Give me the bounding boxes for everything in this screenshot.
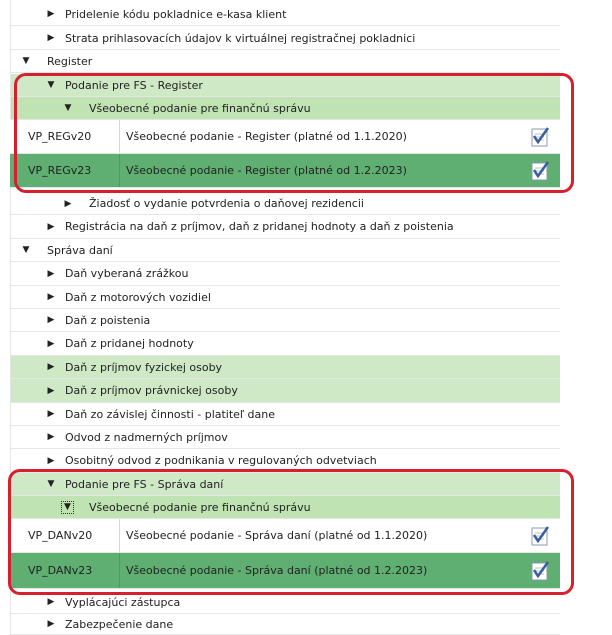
tree-node-label: Odvod z nadmerných príjmov (65, 430, 228, 444)
collapsed-arrow-icon[interactable]: ▶ (47, 338, 55, 349)
tree-node[interactable] (10, 27, 560, 50)
tree-node-label: Správa daní (47, 243, 113, 257)
tree-node[interactable] (10, 379, 560, 403)
tree-node[interactable] (10, 426, 560, 449)
form-row[interactable] (10, 519, 560, 553)
expanded-arrow-icon[interactable]: ▼ (47, 479, 55, 489)
tree-node-label: Daň z príjmov právnickej osoby (65, 384, 238, 397)
tree-node[interactable] (10, 3, 560, 26)
collapsed-arrow-icon[interactable]: ▶ (47, 292, 55, 302)
form-edit-icon[interactable] (520, 120, 560, 153)
tree-node-label: Register (47, 54, 93, 68)
tree-node-label: Daň zo závislej činnosti - platiteľ dane (65, 407, 276, 421)
collapsed-arrow-icon[interactable]: ▶ (47, 221, 55, 232)
tree-node-label: Daň z poistenia (65, 313, 151, 327)
tree-node-label: Podanie pre FS - Register (65, 78, 203, 92)
tree-node-label: Daň z pridanej hodnoty (65, 337, 194, 350)
collapsed-arrow-icon[interactable]: ▶ (47, 432, 55, 442)
form-edit-icon[interactable] (520, 154, 560, 187)
tree-node-label: Všeobecné podanie pre finančnú správu (89, 101, 311, 115)
tree-node-label: Žiadosť o vydanie potvrdenia o daňovej rezidencii (89, 197, 364, 210)
form-code: VP_DANv20 (10, 519, 120, 552)
collapsed-arrow-icon[interactable]: ▶ (64, 198, 72, 209)
collapsed-arrow-icon[interactable]: ▶ (47, 268, 55, 279)
collapsed-arrow-icon[interactable]: ▶ (47, 362, 55, 372)
tree-node-label: Daň z príjmov fyzickej osoby (65, 360, 223, 374)
tree-node[interactable] (10, 286, 560, 309)
form-code: VP_REGv23 (10, 154, 120, 187)
tree-node-label: Strata prihlasovacích údajov k virtuálnej registračnej pokladnici (65, 31, 416, 45)
tree-node[interactable] (10, 239, 560, 262)
tree-node[interactable] (10, 449, 560, 473)
tree-node-label: Osobitný odvod z podnikania v regulovaných odvetviach (65, 454, 377, 467)
tree-node-label: Pridelenie kódu pokladnice e-kasa klient (65, 7, 287, 21)
tree-node[interactable] (10, 309, 560, 332)
collapsed-arrow-icon[interactable]: ▶ (47, 33, 55, 43)
tree-node-label: Daň vyberaná zrážkou (65, 267, 189, 280)
tree-node[interactable] (10, 356, 560, 379)
form-edit-icon[interactable] (520, 553, 560, 588)
tree-node[interactable] (10, 591, 560, 614)
tree-node[interactable] (10, 614, 560, 635)
expanded-arrow-icon[interactable]: ▼ (64, 103, 72, 113)
tree-node[interactable] (10, 74, 560, 97)
tree-node-label: Registrácia na daň z príjmov, daň z pridanej hodnoty a daň z poistenia (65, 220, 454, 233)
collapsed-arrow-icon[interactable]: ▶ (47, 597, 55, 607)
tree-node-label: Vyplácajúci zástupca (65, 595, 181, 609)
tree-node[interactable] (10, 215, 560, 239)
expanded-arrow-icon[interactable]: ▼ (61, 501, 74, 514)
expanded-arrow-icon[interactable]: ▼ (47, 80, 55, 90)
expanded-arrow-icon[interactable]: ▼ (22, 245, 30, 255)
tree-node[interactable] (10, 496, 560, 519)
tree-node[interactable] (10, 97, 560, 120)
collapsed-arrow-icon[interactable]: ▶ (47, 455, 55, 466)
collapsed-arrow-icon[interactable]: ▶ (47, 315, 55, 325)
tree-node[interactable] (10, 473, 560, 496)
tree-node[interactable] (10, 332, 560, 356)
form-edit-icon[interactable] (520, 519, 560, 552)
form-name[interactable]: Všeobecné podanie - Správa daní (platné od 1.1.2020) (126, 529, 428, 542)
form-row[interactable] (10, 553, 560, 589)
tree-node-label: Zabezpečenie dane (65, 617, 174, 631)
form-row[interactable] (10, 120, 560, 154)
collapsed-arrow-icon[interactable]: ▶ (47, 619, 55, 629)
expanded-arrow-icon[interactable]: ▼ (22, 56, 30, 66)
tree-node[interactable] (10, 262, 560, 286)
tree-node[interactable] (10, 50, 560, 73)
form-name[interactable]: Všeobecné podanie - Register (platné od 1.1.2020) (126, 130, 407, 143)
tree-node-label: Všeobecné podanie pre finančnú správu (89, 500, 311, 514)
tree-node-label: Podanie pre FS - Správa daní (65, 477, 224, 491)
collapsed-arrow-icon[interactable]: ▶ (47, 385, 55, 396)
form-name[interactable]: Všeobecné podanie - Správa daní (platné od 1.2.2023) (126, 564, 428, 577)
form-code: VP_DANv23 (10, 553, 120, 588)
form-row[interactable] (10, 154, 560, 188)
collapsed-arrow-icon[interactable]: ▶ (47, 409, 55, 419)
tree-node-label: Daň z motorových vozidiel (65, 290, 211, 304)
form-code: VP_REGv20 (10, 120, 120, 153)
tree-node[interactable] (10, 403, 560, 426)
tree-node[interactable] (10, 193, 560, 215)
form-name[interactable]: Všeobecné podanie - Register (platné od 1.2.2023) (126, 164, 407, 177)
collapsed-arrow-icon[interactable]: ▶ (47, 9, 55, 19)
